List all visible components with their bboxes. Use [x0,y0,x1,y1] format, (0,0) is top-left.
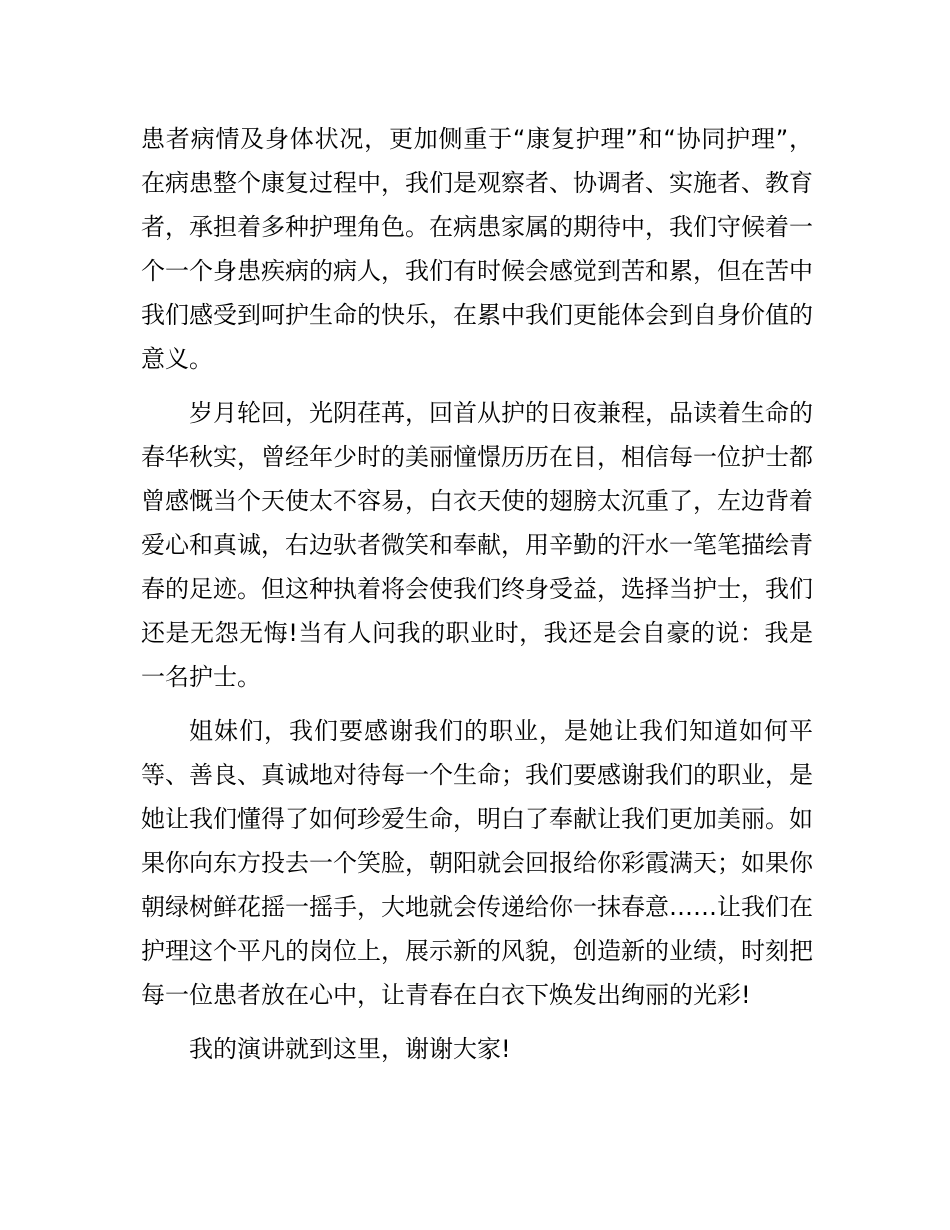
paragraph-continuation: 患者病情及身体状况，更加侧重于“康复护理”和“协同护理”，在病患整个康复过程中，我们是观察者、协调者、实施者、教育者，承担着多种护理角色。在病患家属的期待中，我们守候着一个一个身患疾病的病人，我们有时候会感觉到苦和累，但在苦中我们感受到呵护生命的快乐，在累中我们更能体会到自身价值的意义。 [141,125,813,373]
paragraph-years: 岁月轮回，光阴荏苒，回首从护的日夜兼程，品读着生命的春华秋实，曾经年少时的美丽憧憬历历在目，相信每一位护士都曾感慨当个天使太不容易，白衣天使的翅膀太沉重了，左边背着爱心和真诚，右边驮者微笑和奉献，用辛勤的汗水一笔笔描绘青春的足迹。但这种执着将会使我们终身受益，选择当护士，我们还是无怨无悔!当有人问我的职业时，我还是会自豪的说：我是一名护士。 [141,399,813,691]
paragraph-closing: 我的演讲就到这里，谢谢大家! [189,1035,511,1063]
paragraph-sisters: 姐妹们，我们要感谢我们的职业，是她让我们知道如何平等、善良、真诚地对待每一个生命；我们要感谢我们的职业，是她让我们懂得了如何珍爱生命，明白了奉献让我们更加美丽。如果你向东方投去一个笑脸，朝阳就会回报给你彩霞满天；如果你朝绿树鲜花摇一摇手，大地就会传递给你一抹春意……让我们在护理这个平凡的岗位上，展示新的风貌，创造新的业绩，时刻把每一位患者放在心中，让青春在白衣下焕发出绚丽的光彩! [141,717,813,1009]
document-body [141,117,813,1081]
